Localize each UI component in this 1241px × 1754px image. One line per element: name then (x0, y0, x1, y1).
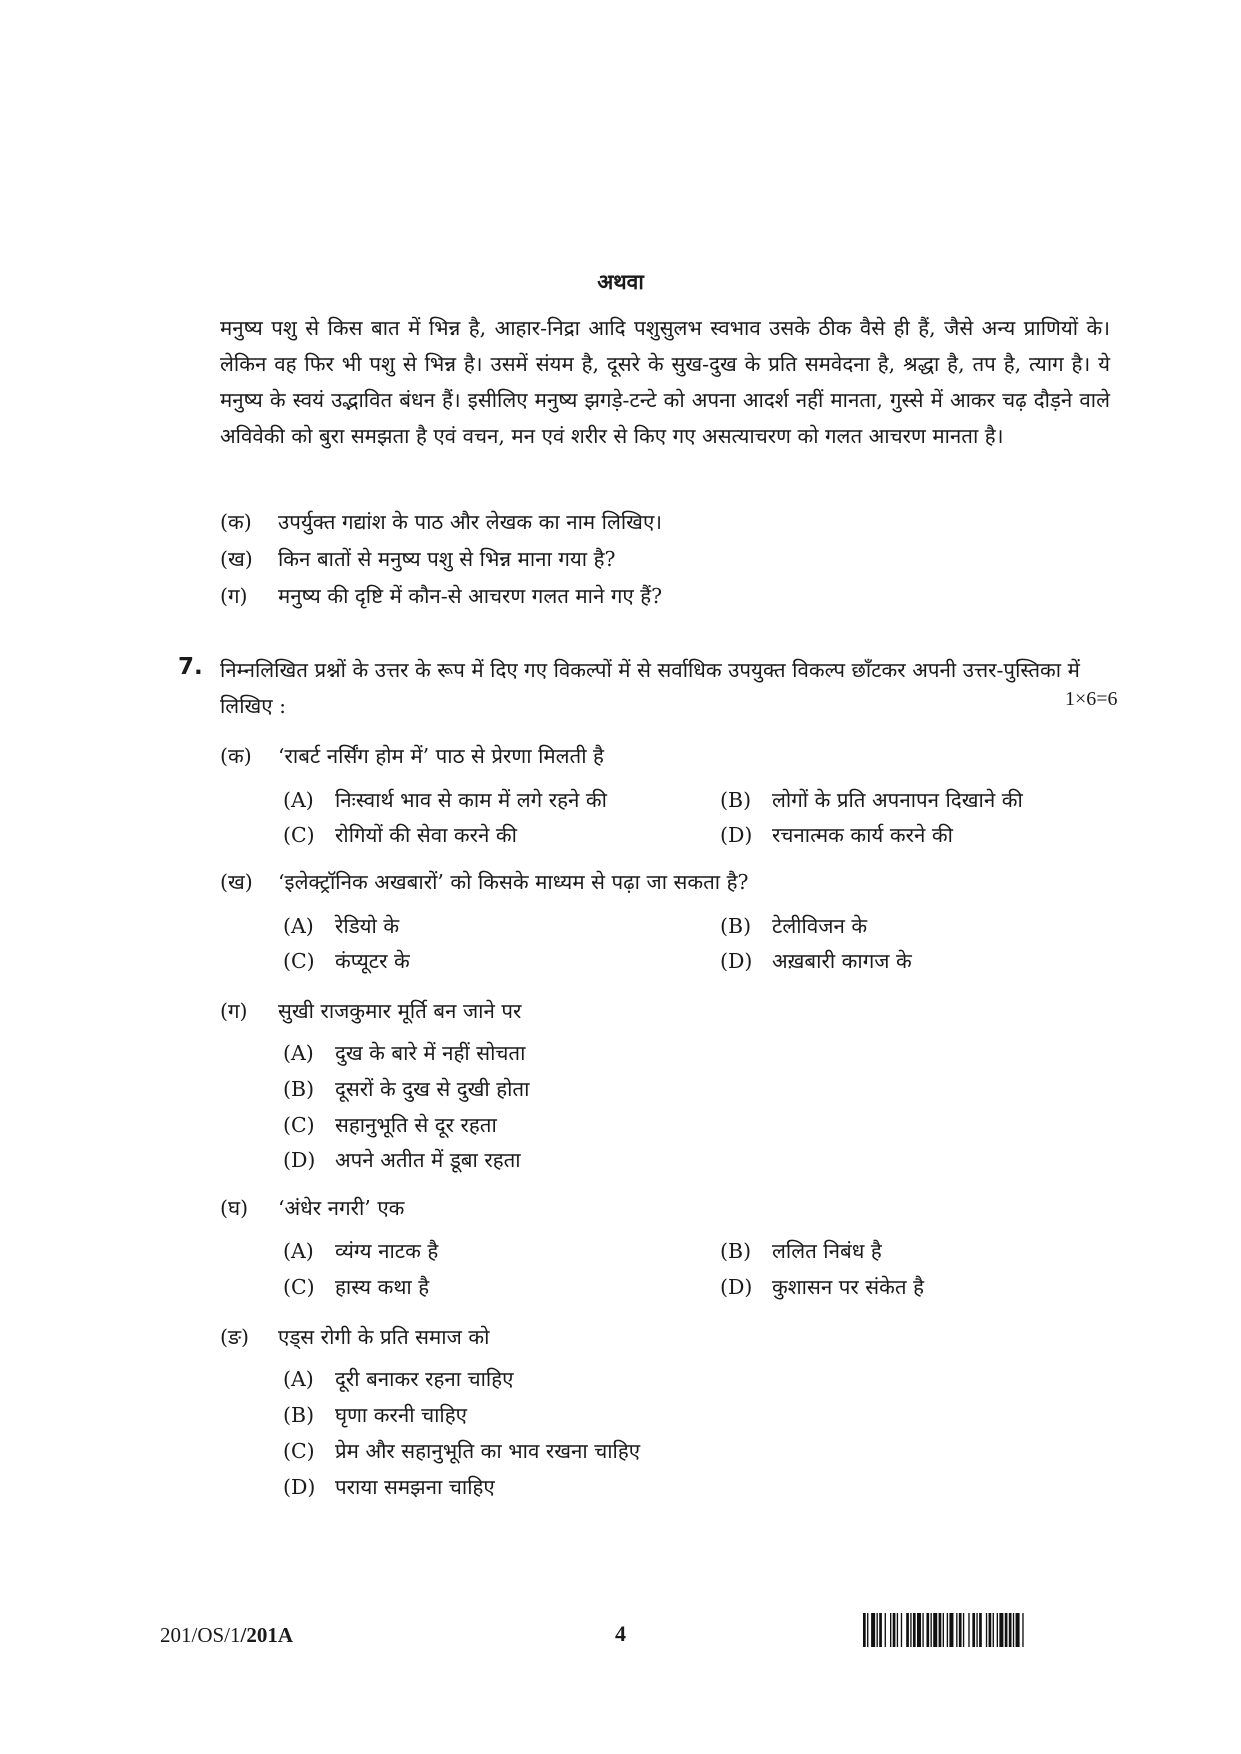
option-label: (B) (720, 1239, 752, 1263)
option (283, 1146, 521, 1174)
option-label: (A) (283, 788, 314, 812)
item-stem: ‘अंधेर नगरी’ एक (278, 1196, 405, 1220)
option-text: रोगियों की सेवा करने की (335, 823, 517, 847)
option (283, 786, 607, 814)
option (283, 1437, 640, 1465)
option (283, 1273, 429, 1301)
option-text: दूरी बनाकर रहना चाहिए (335, 1367, 514, 1391)
barcode-icon (863, 1613, 1155, 1647)
option (283, 1237, 438, 1265)
item-stem: एड्स रोगी के प्रति समाज को (278, 1325, 490, 1349)
item-label: (ग) (220, 999, 248, 1023)
option-text: दुख के बारे में नहीं सोचता (335, 1041, 526, 1065)
option-text: हास्य कथा है (335, 1275, 430, 1299)
item-label: (ङ) (220, 1325, 250, 1349)
option-text: कुशासन पर संकेत है (772, 1275, 924, 1299)
option (283, 1075, 529, 1103)
option-label: (B) (720, 914, 752, 938)
option-text: ललित निबंध है (772, 1239, 882, 1263)
page-number: 4 (615, 1621, 626, 1646)
option-text: निःस्वार्थ भाव से काम में लगे रहने की (335, 788, 607, 812)
mcq-stem (220, 868, 749, 896)
question-label: (ख) (220, 547, 253, 571)
passage-question (220, 545, 615, 573)
item-label: (क) (220, 744, 252, 768)
passage-question (220, 508, 662, 536)
option-label: (C) (283, 949, 315, 973)
paper-code-suffix: /201A (240, 1623, 294, 1647)
option-label: (D) (283, 1148, 316, 1172)
passage-question (220, 582, 662, 610)
option-label: (C) (283, 1113, 315, 1137)
option-label: (A) (283, 1239, 314, 1263)
option-text: प्रेम और सहानुभूति का भाव रखना चाहिए (335, 1439, 641, 1463)
question-text: उपर्युक्त गद्यांश के पाठ और लेखक का नाम लिखिए। (278, 510, 663, 534)
option-label: (C) (283, 1439, 315, 1463)
passage-text: मनुष्य पशु से किस बात में भिन्न है, आहार-निद्रा आदि पशुसुलभ स्वभाव उसके ठीक वैसे ही हैं, जैसे अन्य प्राणियों के। लेकिन वह फिर भी पशु से भिन्न है। उसमें संयम है, दूसरे के सुख-दुख के प्रति समवेदना है, श्रद्धा है, तप है, त्याग है। ये मनुष्य के स्वयं उद्भावित बंधन हैं। इसीलिए मनुष्य झगड़े-टन्टे को अपना आदर्श नहीं मानता, गुस्से में आकर चढ़ दौड़ने वाले अविवेकी को बुरा समझता है एवं वचन, मन एवं शरीर से किए गए असत्याचरण को गलत आचरण मानता है। (220, 316, 1110, 448)
option-label: (A) (283, 1367, 314, 1391)
option (720, 947, 912, 975)
option-label: (C) (283, 1275, 315, 1299)
option-label: (A) (283, 1041, 314, 1065)
option (283, 821, 517, 849)
option (283, 1365, 513, 1393)
marks-allocation: 1×6=6 (1065, 688, 1118, 710)
option-label: (B) (283, 1403, 315, 1427)
option-text: लोगों के प्रति अपनापन दिखाने की (772, 788, 1023, 812)
option-label: (B) (283, 1077, 315, 1101)
mcq-stem (220, 1323, 489, 1351)
mcq-stem (220, 742, 604, 770)
option-label: (D) (720, 823, 753, 847)
option (720, 1273, 924, 1301)
item-stem: ‘राबर्ट नर्सिंग होम में’ पाठ से प्रेरणा मिलती है (278, 744, 604, 768)
question-text: किन बातों से मनुष्य पशु से भिन्न माना गया है? (278, 547, 616, 571)
option (283, 1111, 497, 1139)
option-text: व्यंग्य नाटक है (335, 1239, 439, 1263)
option (283, 912, 399, 940)
paper-code-prefix: 201/OS/1 (160, 1623, 241, 1647)
option-label: (D) (720, 949, 753, 973)
item-stem: ‘इलेक्ट्रॉनिक अखबारों’ को किसके माध्यम से पढ़ा जा सकता है? (278, 870, 749, 894)
option-text: सहानुभूति से दूर रहता (335, 1113, 497, 1137)
option-text: रचनात्मक कार्य करने की (772, 823, 953, 847)
question-label: (क) (220, 510, 252, 534)
option-text: घृणा करनी चाहिए (335, 1403, 467, 1427)
option-text: दूसरों के दुख से दुखी होता (335, 1077, 530, 1101)
option (720, 912, 867, 940)
mcq-stem (220, 997, 521, 1025)
option (283, 1473, 495, 1501)
option-label: (A) (283, 914, 314, 938)
option (283, 1401, 467, 1429)
option-text: पराया समझना चाहिए (335, 1475, 495, 1499)
question-label: (ग) (220, 584, 248, 608)
option (283, 1039, 525, 1067)
mcq-stem (220, 1194, 404, 1222)
item-label: (घ) (220, 1196, 249, 1220)
option (720, 1237, 882, 1265)
option (720, 786, 1023, 814)
option-label: (C) (283, 823, 315, 847)
option-text: रेडियो के (335, 914, 400, 938)
option-text: टेलीविजन के (772, 914, 868, 938)
option (283, 947, 410, 975)
option-label: (B) (720, 788, 752, 812)
question-text: मनुष्य की दृष्टि में कौन-से आचरण गलत माने गए हैं? (278, 584, 663, 608)
item-stem: सुखी राजकुमार मूर्ति बन जाने पर (278, 999, 522, 1023)
section-heading: अथवा (597, 269, 644, 294)
item-label: (ख) (220, 870, 253, 894)
question-number: 7. (178, 654, 203, 680)
option-label: (D) (283, 1475, 316, 1499)
option-text: कंप्यूटर के (335, 949, 410, 973)
option-label: (D) (720, 1275, 753, 1299)
option-text: अपने अतीत में डूबा रहता (335, 1148, 521, 1172)
option (720, 821, 953, 849)
option-text: अख़बारी कागज के (772, 949, 912, 973)
question-instruction: निम्नलिखित प्रश्नों के उत्तर के रूप में दिए गए विकल्पों में से सर्वाधिक उपयुक्त विकल्प छाँटकर अपनी उत्तर-पुस्तिका में लिखिए : (220, 658, 1080, 718)
